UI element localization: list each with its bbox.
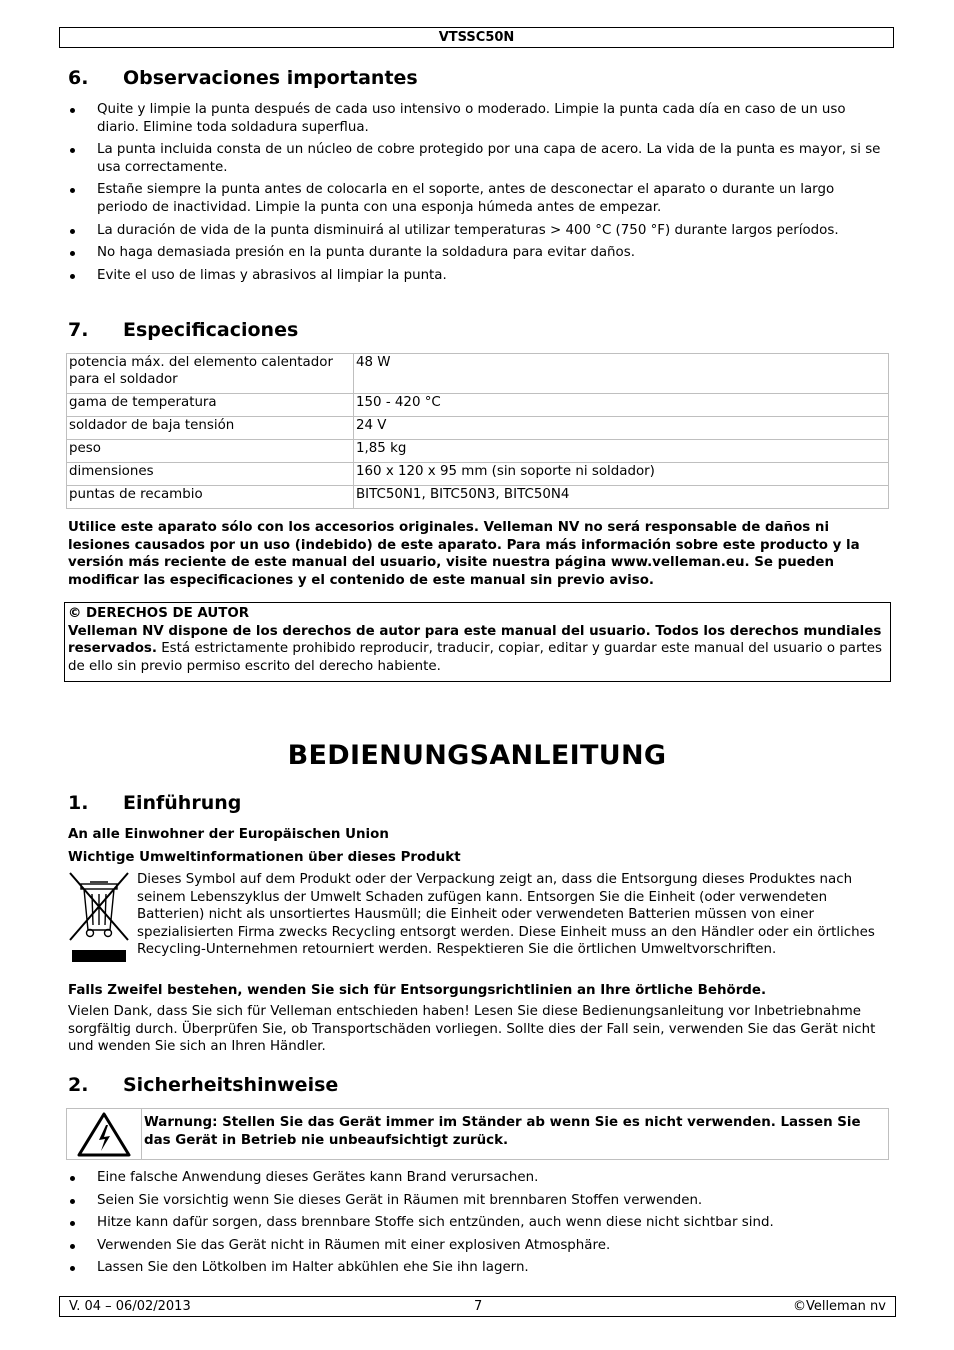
list-item: Eine falsche Anwendung dieses Gerätes kann Brand verursachen. xyxy=(68,1169,883,1187)
de-section-2-heading xyxy=(68,1074,338,1096)
section-number: 1. xyxy=(68,792,89,814)
spec-label: dimensiones xyxy=(67,463,354,486)
page-header xyxy=(59,27,894,48)
bullet-icon xyxy=(70,1221,75,1226)
list-item: Seien Sie vorsichtig wenn Sie dieses Gerät in Räumen mit brennbaren Stoffen verwenden. xyxy=(68,1192,883,1210)
copyright-heading: © DERECHOS DE AUTOR xyxy=(68,606,250,621)
bullet-icon xyxy=(70,1244,75,1249)
section-title: Especificaciones xyxy=(123,319,299,341)
de-section-1-heading xyxy=(68,792,241,814)
table-row xyxy=(67,463,889,486)
spec-value: 24 V xyxy=(354,417,889,440)
high-voltage-warning-icon xyxy=(67,1109,141,1159)
copyright-box xyxy=(64,602,891,682)
list-item: Lassen Sie den Lötkolben im Halter abkühlen ehe Sie ihn lagern. xyxy=(68,1259,883,1277)
model-label: VTSSC50N xyxy=(438,30,515,45)
bullet-icon xyxy=(70,1176,75,1181)
spec-value: 48 W xyxy=(354,354,889,394)
weee-bin-icon xyxy=(68,870,130,966)
spec-label: soldador de baja tensión xyxy=(67,417,354,440)
section-number: 2. xyxy=(68,1074,89,1096)
spec-label: potencia máx. del elemento calentador para el soldador xyxy=(67,354,354,394)
accessories-notice: Utilice este aparato sólo con los accesorios originales. Velleman NV no será responsable de daños ni lesiones causados por un uso (indebido) de este aparato. Para más información sobre este producto y la versión más reciente de este manual del usuario, visite nuestra página www.velleman.eu. Se pueden modificar las especificaciones y el contenido de este manual sin previo aviso. xyxy=(68,520,860,588)
disposal-notice: Falls Zweifel bestehen, wenden Sie sich für Entsorgungsrichtlinien an Ihre örtliche Behörde. xyxy=(68,983,767,998)
warning-text: Warnung: Stellen Sie das Gerät immer im Ständer ab wenn Sie es nicht verwenden. Lassen Sie das Gerät in Betrieb nie unbeaufsichtigt zurück. xyxy=(144,1115,861,1148)
bullet-icon xyxy=(70,1199,75,1204)
section-title: Observaciones importantes xyxy=(123,67,418,89)
spec-label: gama de temperatura xyxy=(67,394,354,417)
bullet-icon xyxy=(70,274,75,279)
warning-icon-cell xyxy=(67,1109,142,1159)
bullet-icon xyxy=(70,148,75,153)
spec-label: peso xyxy=(67,440,354,463)
table-row xyxy=(67,354,889,394)
page-number: 7 xyxy=(474,1299,483,1314)
list-item: No haga demasiada presión en la punta durante la soldadura para evitar daños. xyxy=(68,244,883,262)
bullet-icon xyxy=(70,188,75,193)
spec-value: 160 x 120 x 95 mm (sin soporte ni soldador) xyxy=(354,463,889,486)
bullet-icon xyxy=(70,108,75,113)
table-row xyxy=(67,417,889,440)
bullet-icon xyxy=(70,1266,75,1271)
table-row xyxy=(67,440,889,463)
version-label: V. 04 – 06/02/2013 xyxy=(69,1299,191,1314)
list-item: Verwenden Sie das Gerät nicht in Räumen mit einer explosiven Atmosphäre. xyxy=(68,1237,883,1255)
de-section-2-bullet-list xyxy=(68,1169,883,1282)
section-number: 6. xyxy=(68,67,89,89)
spec-value: 1,85 kg xyxy=(354,440,889,463)
eu-subheading: An alle Einwohner der Europäischen Union xyxy=(68,827,389,842)
bullet-icon xyxy=(70,251,75,256)
manual-title: BEDIENUNGSANLEITUNG xyxy=(287,740,667,771)
copyright-text: Velleman NV dispone de los derechos de autor para este manual del usuario. Todos los derechos mundiales reservados. Está estrictamente prohibido reproducir, traducir, copiar, editar y guardar este manual del usuario o partes de ello sin previo permiso escrito del derecho habiente. xyxy=(68,623,882,674)
list-item: Hitze kann dafür sorgen, dass brennbare Stoffe sich entzünden, auch wenn diese nicht sichtbar sind. xyxy=(68,1214,883,1232)
list-item: Estañe siempre la punta antes de colocarla en el soporte, antes de desconectar el aparato o durante un largo periodo de inactividad. Limpie la punta con una esponja húmeda antes de empezar. xyxy=(68,181,883,216)
bullet-icon xyxy=(70,229,75,234)
section-6-heading xyxy=(68,67,418,89)
section-title: Sicherheitshinweise xyxy=(123,1074,339,1096)
list-item: Evite el uso de limas y abrasivos al limpiar la punta. xyxy=(68,267,883,285)
section-number: 7. xyxy=(68,319,89,341)
list-item: Quite y limpie la punta después de cada uso intensivo o moderado. Limpie la punta cada día en caso de un uso diario. Elimine toda soldadura superflua. xyxy=(68,101,883,136)
section-7-heading xyxy=(68,319,298,341)
spec-value: BITC50N1, BITC50N3, BITC50N4 xyxy=(354,486,889,509)
environment-subheading: Wichtige Umweltinformationen über dieses Produkt xyxy=(68,850,461,865)
section-title: Einführung xyxy=(123,792,242,814)
thank-you-text: Vielen Dank, dass Sie sich für Velleman entschieden haben! Lesen Sie diese Bedienungsanleitung vor Inbetriebnahme sorgfältig durch. Überprüfen Sie, ob Transportschäden vorliegen. Sollte dies der Fall sein, verwenden Sie das Gerät nicht und wenden Sie sich an Ihren Händler. xyxy=(68,1004,876,1055)
company-label: ©Velleman nv xyxy=(792,1299,886,1314)
page-footer xyxy=(59,1296,896,1317)
spec-value: 150 - 420 °C xyxy=(354,394,889,417)
section-6-bullet-list xyxy=(68,101,883,289)
table-row xyxy=(67,394,889,417)
warning-box xyxy=(66,1108,889,1160)
list-item: La duración de vida de la punta disminuirá al utilizar temperaturas > 400 °C (750 °F) durante largos períodos. xyxy=(68,222,883,240)
spec-label: puntas de recambio xyxy=(67,486,354,509)
weee-description: Dieses Symbol auf dem Produkt oder der Verpackung zeigt an, dass die Entsorgung dieses Produktes nach seinem Lebenszyklus der Umwelt Schaden zufügen kann. Entsorgen Sie die Einheit (oder verwendeten Batterien) nicht als unsortiertes Hausmüll; die Einheit oder verwendeten Batterien müssen von einer spezialisierten Firma zwecks Recycling entsorgt werden. Diese Einheit muss an den Händler oder ein örtliches Recycling-Unternehmen retourniert werden. Respektieren Sie die örtlichen Umweltvorschriften. xyxy=(137,872,875,958)
list-item: La punta incluida consta de un núcleo de cobre protegido por una capa de acero. La vida de la punta es mayor, si se usa correctamente. xyxy=(68,141,883,176)
specifications-table xyxy=(66,353,889,509)
table-row xyxy=(67,486,889,509)
